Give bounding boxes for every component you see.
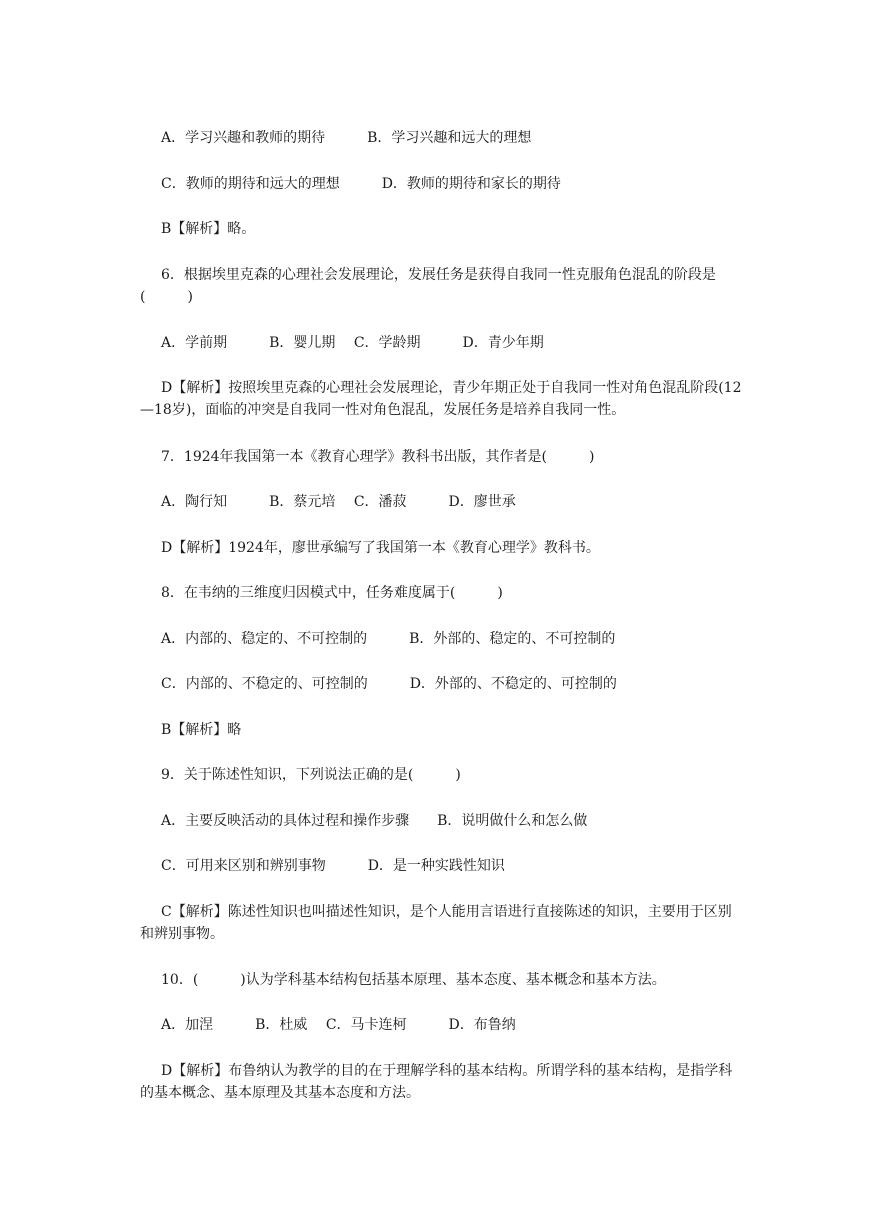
q6-question: 6．根据埃里克森的心理社会发展理论，发展任务是获得自我同一性克服角色混乱的阶段是( ) (140, 267, 716, 305)
q9-options-cd: C．可用来区别和辨别事物 D．是一种实践性知识 (161, 858, 505, 874)
q7-options: A．陶行知 B．蔡元培 C．潘菽 D．廖世承 (161, 494, 516, 510)
q8-question: 8．在韦纳的三维度归因模式中，任务难度属于( ) (161, 585, 503, 601)
q9-question: 9．关于陈述性知识，下列说法正确的是( ) (161, 767, 461, 783)
q7-question: 7．1924年我国第一本《教育心理学》教科书出版，其作者是( ) (161, 449, 595, 465)
q8-options-ab: A．内部的、稳定的、不可控制的 B．外部的、稳定的、不可控制的 (161, 631, 616, 647)
q10-question: 10．( )认为学科基本结构包括基本原理、基本态度、基本概念和基本方法。 (161, 972, 666, 988)
q5-options-ab: A．学习兴趣和教师的期待 B．学习兴趣和远大的理想 (161, 130, 532, 146)
q9-answer: C【解析】陈述性知识也叫描述性知识，是个人能用言语进行直接陈述的知识，主要用于区别和辨别事物。 (140, 904, 732, 942)
q10-answer: D【解析】布鲁纳认为教学的目的在于理解学科的基本结构。所谓学科的基本结构，是指学科的基本概念、基本原理及其基本态度和方法。 (140, 1063, 733, 1101)
q9-options-ab: A．主要反映活动的具体过程和操作步骤 B．说明做什么和怎么做 (161, 813, 588, 829)
q8-answer: B【解析】略 (161, 722, 242, 738)
q8-options-cd: C．内部的、不稳定的、可控制的 D．外部的、不稳定的、可控制的 (161, 676, 617, 692)
q10-options: A．加涅 B．杜威 C．马卡连柯 D．布鲁纳 (161, 1017, 516, 1033)
q6-answer: D【解析】按照埃里克森的心理社会发展理论，青少年期正处于自我同一性对角色混乱阶段(12—18岁)，面临的冲突是自我同一性对角色混乱，发展任务是培养自我同一性。 (140, 380, 742, 418)
q6-options: A．学前期 B．婴儿期 C．学龄期 D．青少年期 (161, 335, 544, 351)
q5-answer: B【解析】略。 (161, 221, 256, 237)
q7-answer: D【解析】1924年，廖世承编写了我国第一本《教育心理学》教科书。 (161, 540, 600, 556)
q5-options-cd: C．教师的期待和远大的理想 D．教师的期待和家长的期待 (161, 176, 561, 192)
